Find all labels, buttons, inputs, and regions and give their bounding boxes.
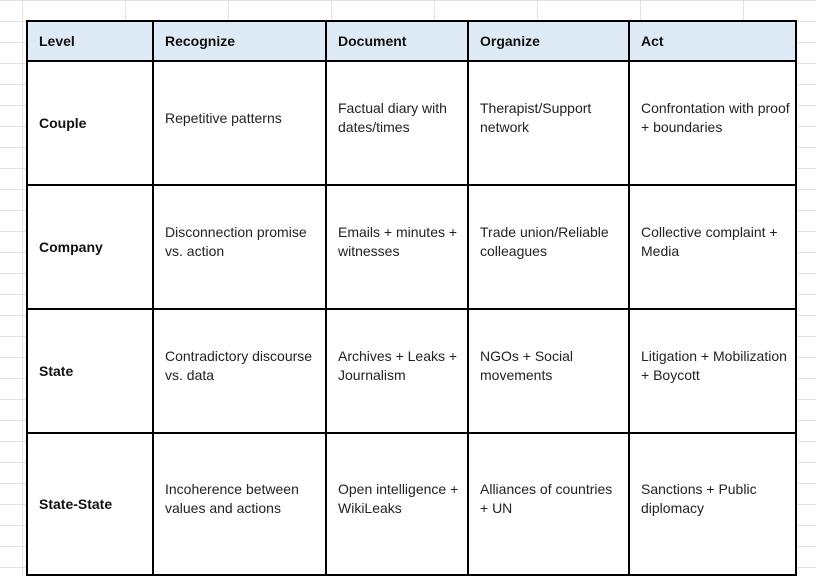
document-cell[interactable]: Emails + minutes + witnesses — [326, 185, 468, 309]
recognize-cell[interactable]: Repetitive patterns — [153, 61, 326, 185]
table-row — [27, 433, 796, 575]
level-cell[interactable]: Company — [27, 185, 153, 309]
table-row — [27, 61, 796, 185]
act-cell[interactable]: Confrontation with proof + boundaries — [629, 61, 796, 185]
act-cell[interactable]: Litigation + Mobilization + Boycott — [629, 309, 796, 433]
organize-cell[interactable]: Therapist/Support network — [468, 61, 629, 185]
document-cell[interactable]: Archives + Leaks + Journalism — [326, 309, 468, 433]
recognize-cell[interactable]: Incoherence between values and actions — [153, 433, 326, 575]
act-cell[interactable]: Collective complaint + Media — [629, 185, 796, 309]
level-cell[interactable]: State — [27, 309, 153, 433]
header-cell-organize[interactable]: Organize — [468, 21, 629, 61]
table-row — [27, 185, 796, 309]
recognize-cell[interactable]: Contradictory discourse vs. data — [153, 309, 326, 433]
document-cell[interactable]: Open intelligence + WikiLeaks — [326, 433, 468, 575]
header-cell-recognize[interactable]: Recognize — [153, 21, 326, 61]
organize-cell[interactable]: Alliances of countries + UN — [468, 433, 629, 575]
table-row — [27, 309, 796, 433]
act-cell[interactable]: Sanctions + Public diplomacy — [629, 433, 796, 575]
organize-cell[interactable]: Trade union/Reliable colleagues — [468, 185, 629, 309]
document-cell[interactable]: Factual diary with dates/times — [326, 61, 468, 185]
levels-table — [26, 20, 797, 576]
level-cell[interactable]: State-State — [27, 433, 153, 575]
header-cell-act[interactable]: Act — [629, 21, 796, 61]
level-cell[interactable]: Couple — [27, 61, 153, 185]
recognize-cell[interactable]: Disconnection promise vs. action — [153, 185, 326, 309]
header-row — [27, 21, 796, 61]
organize-cell[interactable]: NGOs + Social movements — [468, 309, 629, 433]
header-cell-level[interactable]: Level — [27, 21, 153, 61]
header-cell-document[interactable]: Document — [326, 21, 468, 61]
